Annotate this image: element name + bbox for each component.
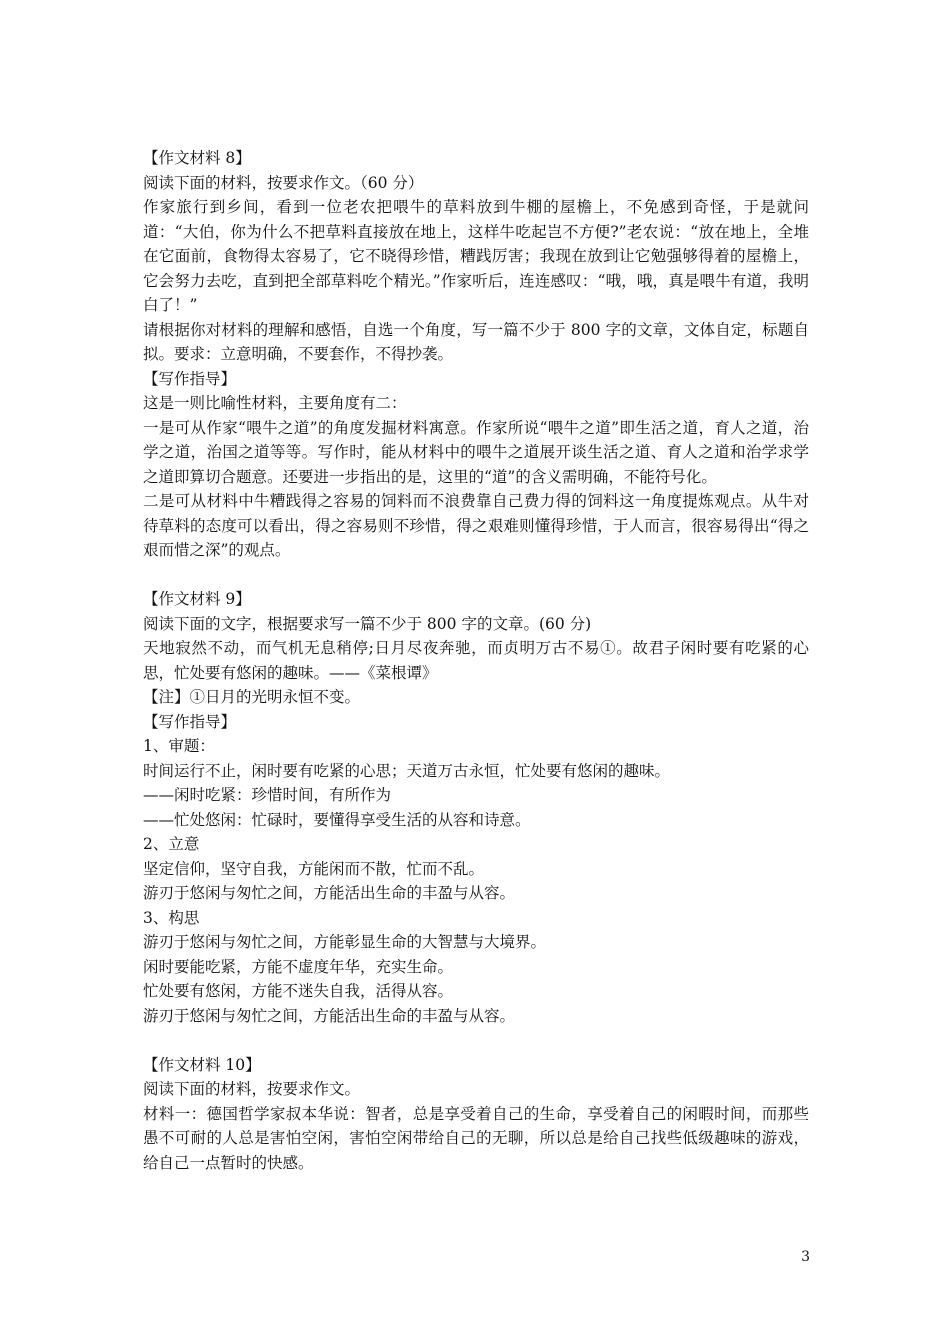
list-heading: 1、审题： [143, 737, 215, 755]
footnote: 【注】①日月的光明永恒不变。 [143, 688, 361, 706]
section-heading: 【作文材料 8】 [143, 149, 251, 167]
list-heading: 3、构思 [143, 908, 200, 927]
paragraph: 游刃于悠闲与匆忙之间，方能活出生命的丰盈与从容。 [143, 884, 516, 902]
paragraph: 忙处要有悠闲，方能不迷失自我，活得从容。 [143, 982, 454, 1000]
page-number: 3 [801, 1249, 810, 1265]
paragraph: 作家旅行到乡间，看到一位老农把喂牛的草料放到牛棚的屋檐上，不免感到奇怪，于是就问道：“大伯，你为什么不把草料直接放在地上，这样牛吃起岂不方便?”老农说：“放在地上，全堆在它面前，食物得太容易了，它不晓得珍惜，糟践厉害；我现在放到让它勉强够得着的屋檐上，它会努力去吃，直到把全部草料吃个精光。”作家听后，连连感叹：“哦，哦，真是喂牛有道，我明白了！” [143, 198, 809, 314]
paragraph: 材料一：德国哲学家叔本华说：智者，总是享受着自己的生命，享受着自己的闲暇时间，而那些愚不可耐的人总是害怕空闲，害怕空闲带给自己的无聊，所以总是给自己找些低级趣味的游戏，给自己一点暂时的快感。 [143, 1104, 809, 1172]
section-spacer [143, 563, 809, 588]
paragraph: 游刃于悠闲与匆忙之间，方能彰显生命的大智慧与大境界。 [143, 933, 547, 951]
paragraph: 游刃于悠闲与匆忙之间，方能活出生命的丰盈与从容。 [143, 1006, 516, 1025]
paragraph: 阅读下面的文字，根据要求写一篇不少于 800 字的文章。(60 分) [143, 614, 592, 633]
page-content [143, 146, 809, 1175]
section-essay-material-8 [143, 146, 809, 563]
section-heading: 【作文材料 9】 [143, 590, 251, 608]
paragraph: ——忙处悠闲：忙碌时，要懂得享受生活的从容和诗意。 [143, 810, 531, 829]
list-heading: 2、立意 [143, 835, 200, 853]
paragraph: 一是可从作家“喂牛之道”的角度发掘材料寓意。作家所说“喂牛之道”即生活之道，育人之道，治学之道，治国之道等等。写作时，能从材料中的喂牛之道展开谈生活之道、育人之道和治学求学之道即算切合题意。还要进一步指出的是，这里的“道”的含义需明确，不能符号化。 [143, 418, 809, 486]
paragraph: 坚定信仰，坚守自我，方能闲而不散，忙而不乱。 [143, 859, 485, 878]
paragraph: 二是可从材料中牛糟践得之容易的饲料而不浪费靠自己费力得的饲料这一角度提炼观点。从牛对待草料的态度可以看出，得之容易则不珍惜，得之艰难则懂得珍惜，于人而言，很容易得出“得之艰而惜之深”的观点。 [143, 492, 809, 559]
paragraph: 阅读下面的材料，按要求作文。 [143, 1080, 361, 1098]
section-heading: 【作文材料 10】 [143, 1055, 261, 1074]
subheading: 【写作指导】 [143, 369, 237, 388]
paragraph: ——闲时吃紧：珍惜时间，有所作为 [143, 786, 392, 804]
section-essay-material-10 [143, 1053, 809, 1176]
paragraph: 阅读下面的材料，按要求作文。（60 分） [143, 173, 424, 192]
subheading: 【写作指导】 [143, 712, 237, 731]
paragraph: 这是一则比喻性材料，主要角度有二： [143, 394, 407, 412]
paragraph: 时间运行不止，闲时要有吃紧的心思；天道万古永恒，忙处要有悠闲的趣味。 [143, 761, 671, 780]
paragraph: 天地寂然不动，而气机无息稍停;日月尽夜奔驰，而贞明万古不易①。故君子闲时要有吃紧的心思，忙处要有悠闲的趣味。——《菜根谭》 [143, 639, 809, 682]
paragraph: 闲时要能吃紧，方能不虚度年华，充实生命。 [143, 957, 454, 976]
paragraph: 请根据你对材料的理解和感悟，自选一个角度，写一篇不少于 800 字的文章，文体自定，标题自拟。要求：立意明确，不要套作，不得抄袭。 [143, 320, 809, 363]
section-spacer [143, 1028, 809, 1053]
section-essay-material-9 [143, 587, 809, 1028]
